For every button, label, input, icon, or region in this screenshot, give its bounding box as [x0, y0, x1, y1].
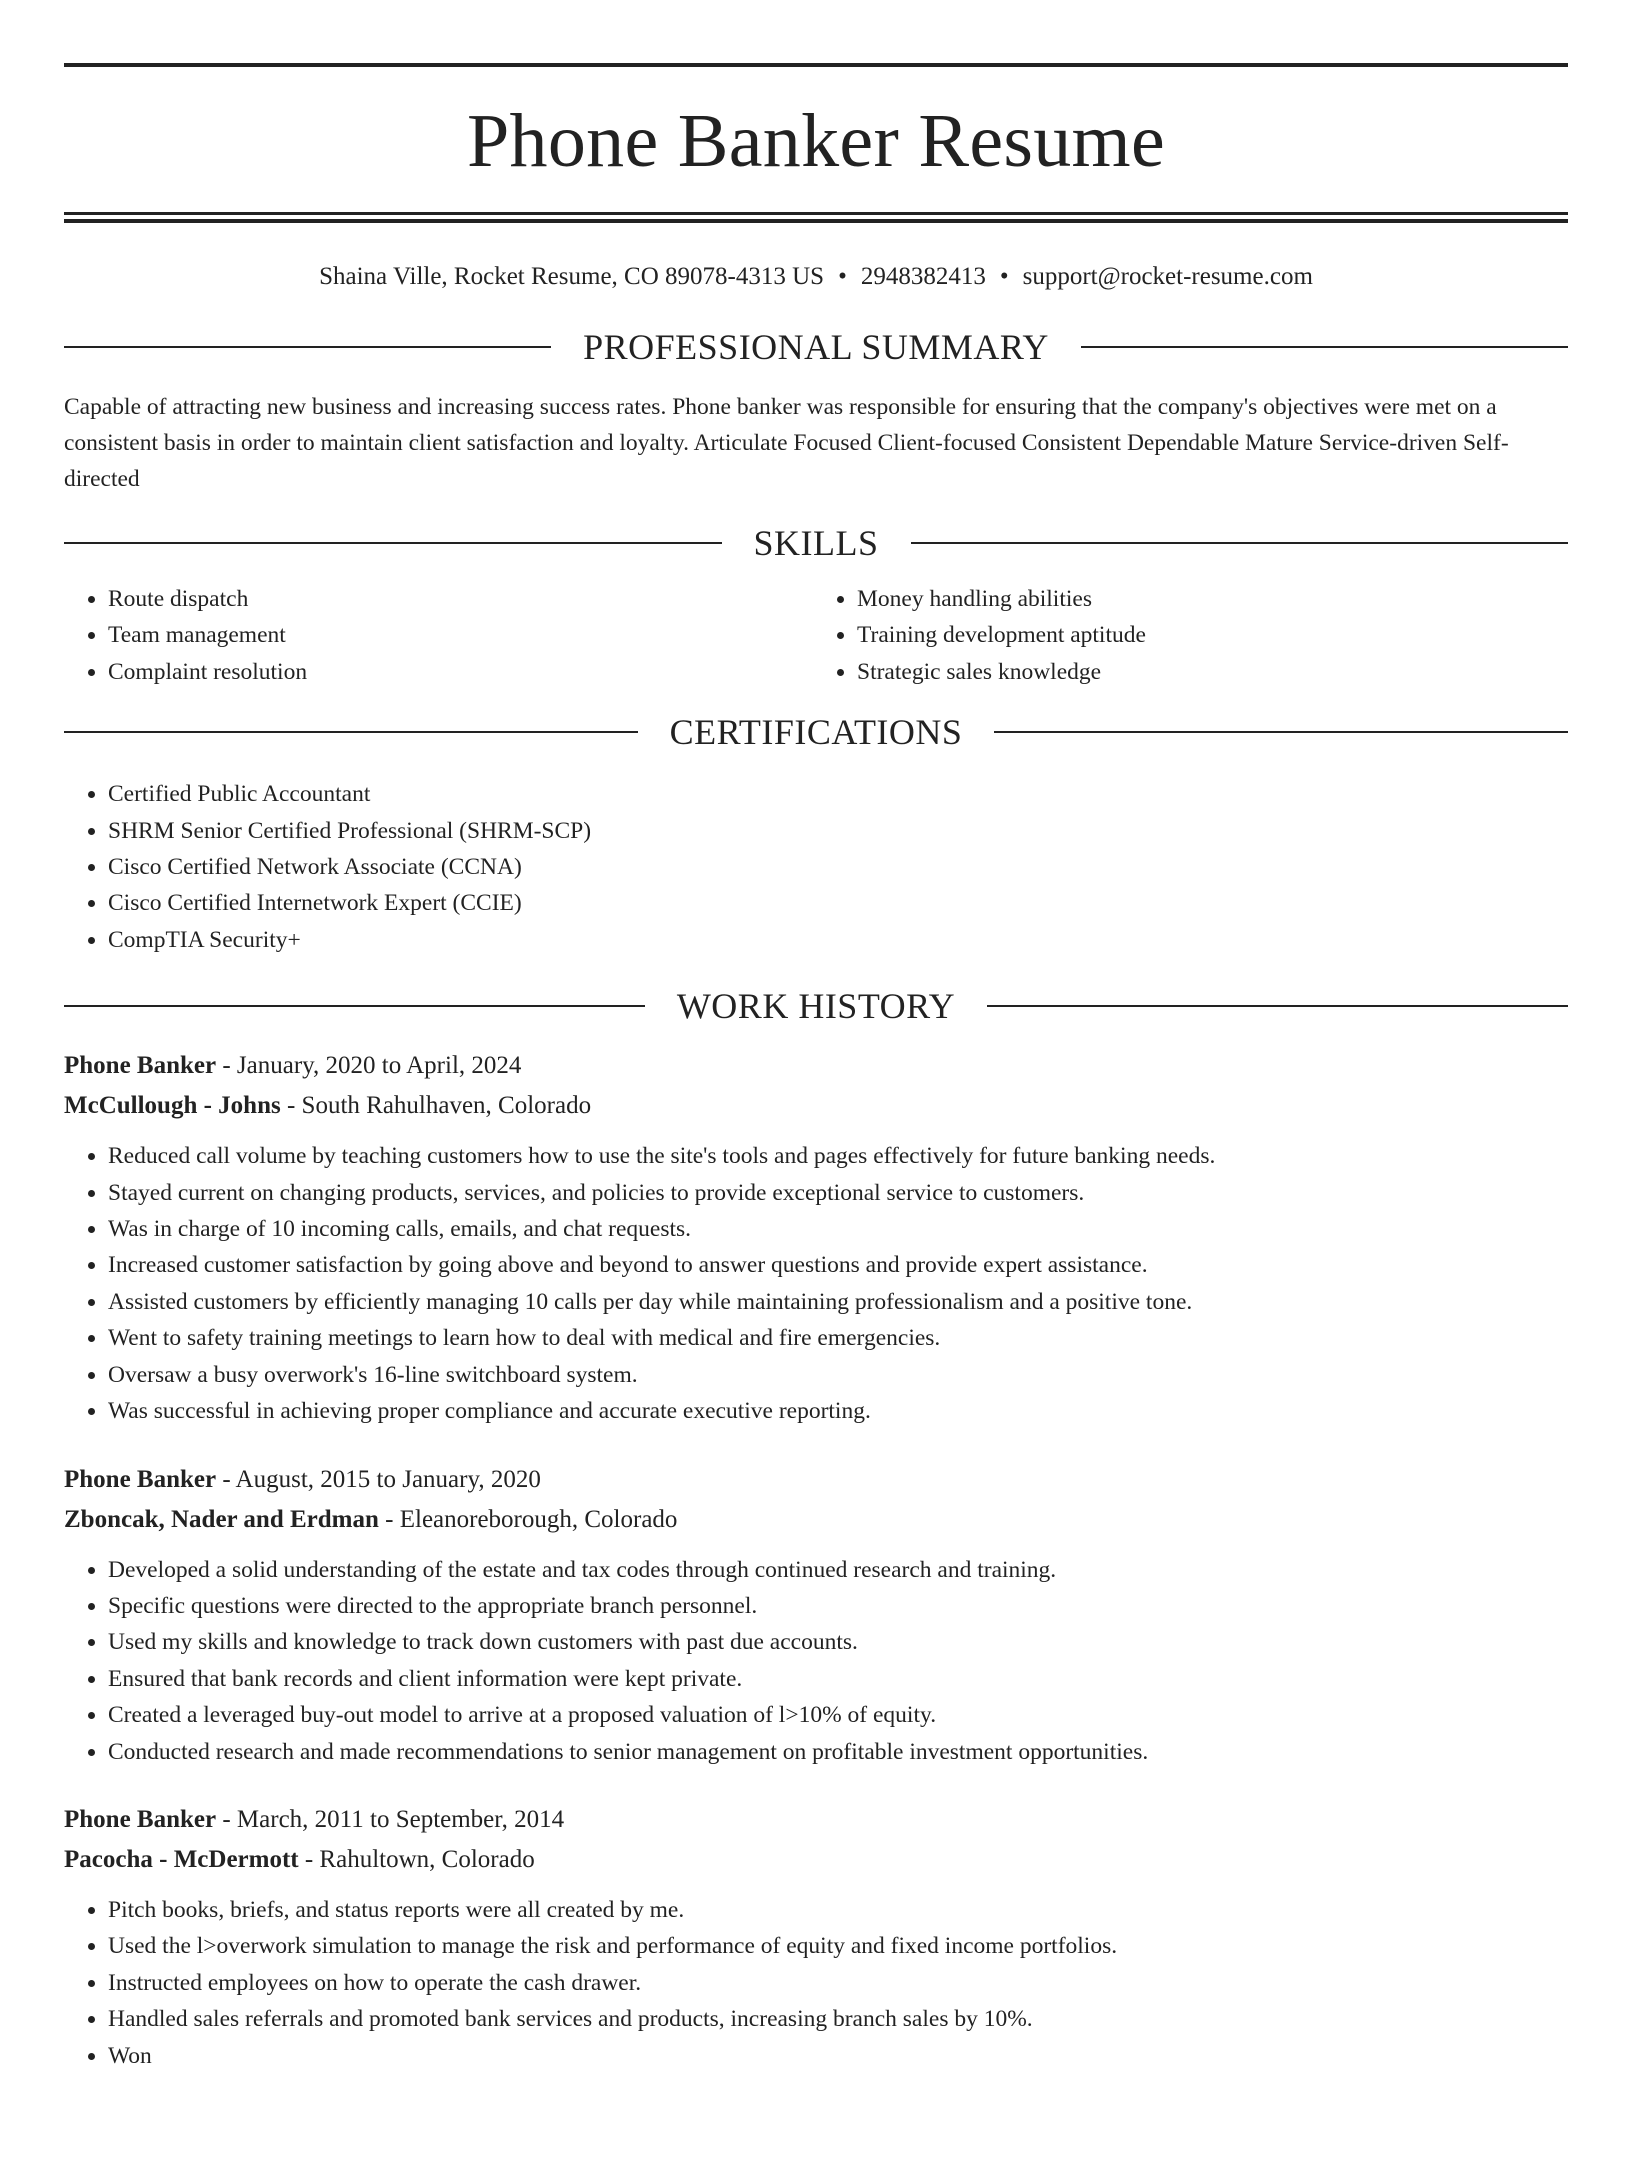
job-title-line	[64, 1460, 1568, 1500]
job-bullet: • Created a leveraged buy-out model to arrive at a proposed valuation of l>10% of equity.	[108, 1697, 1568, 1733]
job-title: Phone Banker	[64, 1805, 217, 1833]
contact-separator: •	[999, 263, 1009, 290]
skill-item: • Strategic sales knowledge	[857, 654, 1568, 690]
job-bullet: • Instructed employees on how to operate the cash drawer.	[108, 1965, 1568, 2001]
job-company-line	[64, 1086, 1568, 1126]
section-rule	[1081, 346, 1568, 348]
job-location: - South Rahulhaven, Colorado	[280, 1092, 592, 1120]
certification-item: • CompTIA Security+	[108, 922, 1568, 958]
section-rule	[64, 731, 638, 733]
certifications-section-title: CERTIFICATIONS	[669, 712, 963, 753]
job-bullet: • Specific questions were directed to the appropriate branch personnel.	[108, 1588, 1568, 1624]
job-company-line	[64, 1840, 1568, 1880]
job-bullet: • Increased customer satisfaction by going above and beyond to answer questions and provide expert assistance.	[108, 1247, 1568, 1283]
section-rule	[64, 346, 551, 348]
summary-text: Capable of attracting new business and increasing success rates. Phone banker was responsible for ensuring that the company's objectives were met on a consistent basis in order to maintain client satisfaction and loyalty. Articulate Focused Client-focused Consistent Dependable Mature Service-driven Self-directed	[64, 394, 1509, 492]
job-entry	[64, 1800, 1568, 2074]
section-rule	[987, 1005, 1568, 1007]
job-bullet: • Assisted customers by efficiently managing 10 calls per day while maintaining professionalism and a positive tone.	[108, 1284, 1568, 1320]
job-title: Phone Banker	[64, 1465, 217, 1493]
job-location: - Rahultown, Colorado	[298, 1845, 535, 1873]
section-rule	[64, 1005, 645, 1007]
job-company: McCullough - Johns	[64, 1092, 281, 1120]
resume-title: Phone Banker Resume	[466, 99, 1165, 183]
top-rule	[64, 63, 1568, 67]
skills-section-title: SKILLS	[753, 523, 879, 563]
certification-item: • Certified Public Accountant	[108, 776, 1568, 812]
resume-page	[0, 63, 1632, 2175]
job-bullet: • Used my skills and knowledge to track down customers with past due accounts.	[108, 1624, 1568, 1660]
contact-address: Shaina Ville, Rocket Resume, CO 89078-4313 US	[319, 263, 825, 290]
skill-item: • Team management	[108, 617, 819, 653]
section-rule	[64, 542, 722, 544]
job-bullet: • Won	[108, 2038, 1568, 2074]
skills-column-right	[813, 581, 1568, 690]
skills-list	[64, 581, 1568, 690]
contact-line	[64, 259, 1568, 295]
certifications-section-header	[64, 704, 1568, 760]
job-bullet: • Pitch books, briefs, and status reports were all created by me.	[108, 1892, 1568, 1928]
skill-item: • Training development aptitude	[857, 617, 1568, 653]
certifications-list	[64, 776, 1568, 958]
skill-item: • Complaint resolution	[108, 654, 819, 690]
job-location: - Eleanoreborough, Colorado	[378, 1505, 678, 1533]
job-entry	[64, 1460, 1568, 1770]
contact-email: support@rocket-resume.com	[1022, 263, 1313, 290]
job-dates: - January, 2020 to April, 2024	[216, 1052, 522, 1080]
skills-column-left	[64, 581, 819, 690]
job-bullet: • Developed a solid understanding of the estate and tax codes through continued research and training.	[108, 1552, 1568, 1588]
job-bullet: • Stayed current on changing products, services, and policies to provide exceptional service to customers.	[108, 1175, 1568, 1211]
certification-item: • Cisco Certified Network Associate (CCNA)	[108, 849, 1568, 885]
job-bullet: • Was in charge of 10 incoming calls, emails, and chat requests.	[108, 1211, 1568, 1247]
job-bullet: • Was successful in achieving proper compliance and accurate executive reporting.	[108, 1393, 1568, 1429]
title-double-rule	[64, 212, 1568, 223]
job-company-line	[64, 1500, 1568, 1540]
job-bullets	[64, 1138, 1568, 1429]
job-bullet: • Oversaw a busy overwork's 16-line switchboard system.	[108, 1357, 1568, 1393]
job-bullet: • Used the l>overwork simulation to manage the risk and performance of equity and fixed income portfolios.	[108, 1928, 1568, 1964]
job-title: Phone Banker	[64, 1052, 217, 1080]
skill-item: • Route dispatch	[108, 581, 819, 617]
job-bullet: • Ensured that bank records and client information were kept private.	[108, 1661, 1568, 1697]
job-title-line	[64, 1800, 1568, 1840]
job-dates: - March, 2011 to September, 2014	[216, 1805, 565, 1833]
job-bullet: • Handled sales referrals and promoted bank services and products, increasing branch sales by 10%.	[108, 2001, 1568, 2037]
work-history-section-title: WORK HISTORY	[676, 986, 956, 1027]
job-dates: - August, 2015 to January, 2020	[216, 1465, 541, 1493]
job-company: Zboncak, Nader and Erdman	[64, 1505, 379, 1533]
job-bullet: • Conducted research and made recommendations to senior management on profitable investment opportunities.	[108, 1734, 1568, 1770]
skills-section-header	[64, 515, 1568, 571]
contact-phone: 2948382413	[860, 263, 986, 290]
summary-section-title: PROFESSIONAL SUMMARY	[583, 327, 1049, 367]
section-rule	[994, 731, 1568, 733]
skill-item: • Money handling abilities	[857, 581, 1568, 617]
job-bullet: • Reduced call volume by teaching customers how to use the site's tools and pages effectively for future banking needs.	[108, 1138, 1568, 1174]
certification-item: • Cisco Certified Internetwork Expert (CCIE)	[108, 885, 1568, 921]
job-entry	[64, 1046, 1568, 1429]
job-company: Pacocha - McDermott	[64, 1845, 299, 1873]
section-rule	[911, 542, 1569, 544]
work-history-section-header	[64, 978, 1568, 1034]
job-title-line	[64, 1046, 1568, 1086]
job-bullet: • Went to safety training meetings to learn how to deal with medical and fire emergencies.	[108, 1320, 1568, 1356]
job-bullets	[64, 1552, 1568, 1770]
job-bullets	[64, 1892, 1568, 2074]
certification-item: • SHRM Senior Certified Professional (SHRM-SCP)	[108, 813, 1568, 849]
contact-separator: •	[838, 263, 847, 290]
summary-section-header	[64, 319, 1568, 375]
